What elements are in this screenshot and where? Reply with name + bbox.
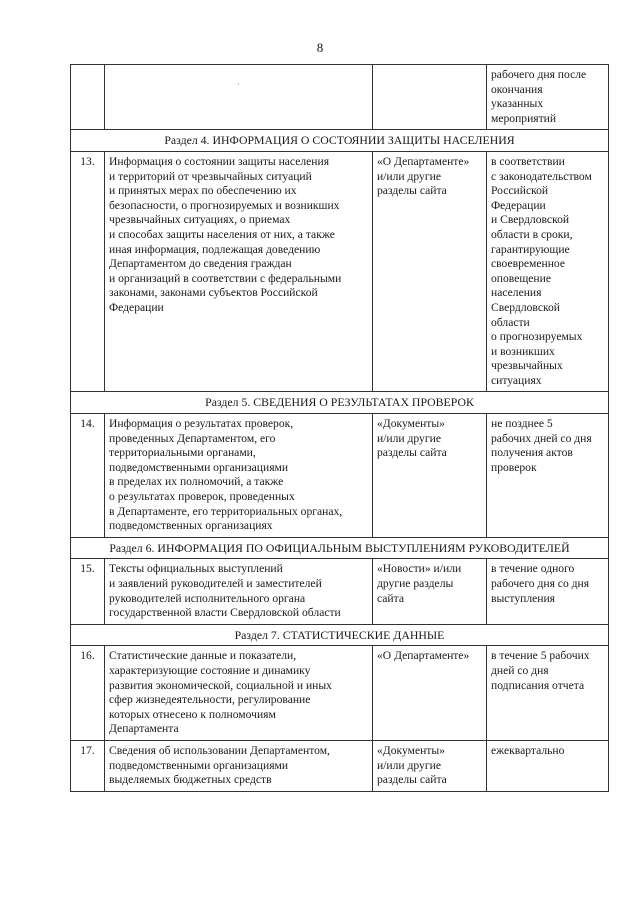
section-title: Раздел 6. ИНФОРМАЦИЯ ПО ОФИЦИАЛЬНЫМ ВЫСТУПЛЕНИЯМ РУКОВОДИТЕЛЕЙ	[71, 537, 609, 559]
section-header-row	[71, 392, 609, 414]
section-title: Раздел 7. СТАТИСТИЧЕСКИЕ ДАННЫЕ	[71, 624, 609, 646]
section-header-row	[71, 624, 609, 646]
table-row-continuation	[71, 65, 609, 130]
location-cell: «О Департаменте»	[373, 646, 487, 741]
deadline-cell: в течение одного рабочего дня со дня выступления	[487, 559, 609, 624]
location-cell	[373, 65, 487, 130]
deadline-cell: в соответствии с законодательством Российской Федерации и Свердловской области в сроки, гарантирующие своевременное оповещение населения Свердловской области о прогнозируемых и возникших чрезвычайных ситуациях	[487, 151, 609, 392]
deadline-cell: не позднее 5 рабочих дней со дня получения актов проверок	[487, 414, 609, 538]
row-number-cell: 14.	[71, 414, 105, 538]
info-cell: Информация о результатах проверок, проведенных Департаментом, его территориальными органами, подведомственными организациями в пределах их полномочий, а также о результатах проверок, проведенных в Департаменте, его территориальных органах, подведомственных организациях	[105, 414, 373, 538]
location-cell: «Новости» и/или другие разделы сайта	[373, 559, 487, 624]
deadline-cell: рабочего дня после окончания указанных мероприятий	[487, 65, 609, 130]
table-row	[71, 559, 609, 624]
info-cell: ·	[105, 65, 373, 130]
info-cell: Информация о состоянии защиты населения и территорий от чрезвычайных ситуаций и принятых мерах по обеспечению их безопасности, о прогнозируемых и возникших чрезвычайных ситуациях, о приемах и способах защиты населения от них, а также иная информация, подлежащая доведению Департаментом до сведения граждан и организаций в соответствии с федеральными законами, законами субъектов Российской Федерации	[105, 151, 373, 392]
info-table	[70, 64, 609, 792]
table-row	[71, 740, 609, 791]
page-number: 8	[316, 40, 324, 55]
location-cell: «Документы» и/или другие разделы сайта	[373, 414, 487, 538]
info-cell: Статистические данные и показатели, характеризующие состояние и динамику развития экономической, социальной и иных сфер жизнедеятельности, регулирование которых отнесено к полномочиям Департамента	[105, 646, 373, 741]
row-number-cell: 16.	[71, 646, 105, 741]
row-number-cell: 15.	[71, 559, 105, 624]
row-number-cell: 17.	[71, 740, 105, 791]
deadline-cell: ежеквартально	[487, 740, 609, 791]
row-number-cell	[71, 65, 105, 130]
location-cell: «Документы» и/или другие разделы сайта	[373, 740, 487, 791]
table-row	[71, 646, 609, 741]
section-header-row	[71, 537, 609, 559]
section-header-row	[71, 130, 609, 152]
info-cell: Тексты официальных выступлений и заявлений руководителей и заместителей руководителей исполнительного органа государственной власти Свердловской области	[105, 559, 373, 624]
section-title: Раздел 4. ИНФОРМАЦИЯ О СОСТОЯНИИ ЗАЩИТЫ НАСЕЛЕНИЯ	[71, 130, 609, 152]
table-row	[71, 414, 609, 538]
deadline-cell: в течение 5 рабочих дней со дня подписания отчета	[487, 646, 609, 741]
table-row	[71, 151, 609, 392]
location-cell: «О Департаменте» и/или другие разделы сайта	[373, 151, 487, 392]
section-title: Раздел 5. СВЕДЕНИЯ О РЕЗУЛЬТАТАХ ПРОВЕРОК	[71, 392, 609, 414]
row-number-cell: 13.	[71, 151, 105, 392]
info-cell: Сведения об использовании Департаментом, подведомственными организациями выделяемых бюджетных средств	[105, 740, 373, 791]
